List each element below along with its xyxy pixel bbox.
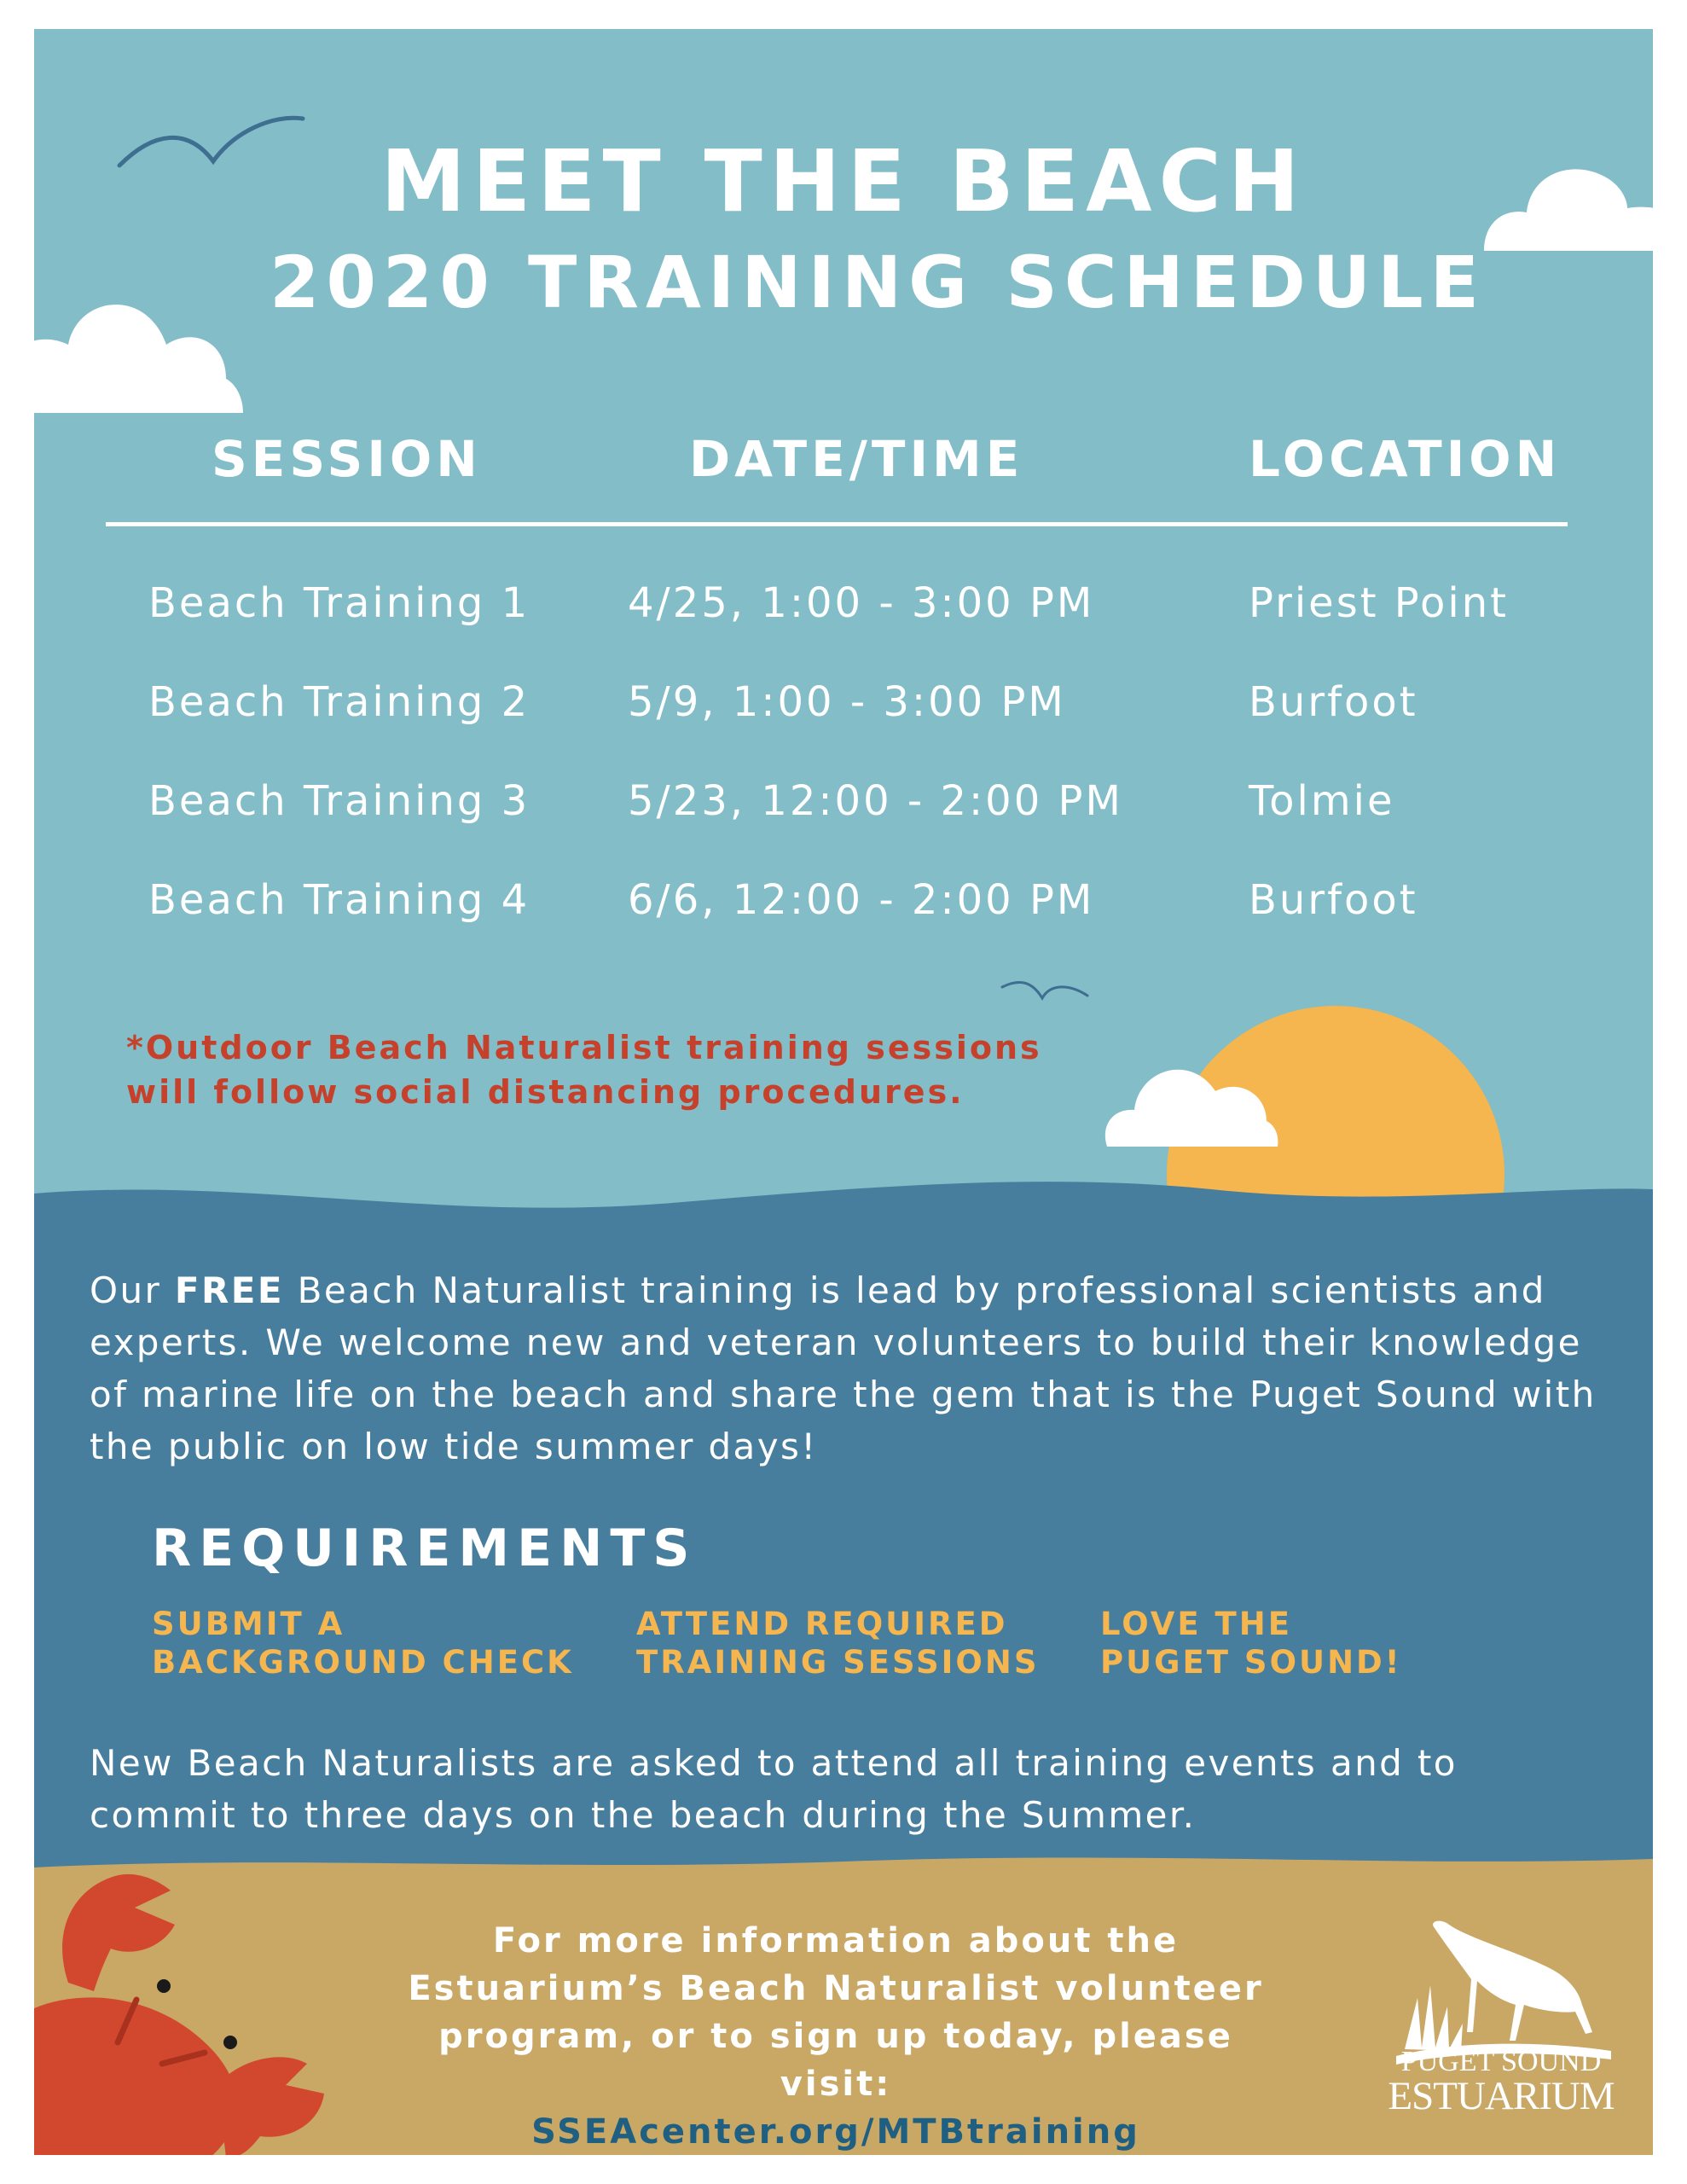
poster <box>34 29 1653 2155</box>
requirement-line: LOVE THE <box>1100 1606 1292 1642</box>
datetime-cell: 5/23, 12:00 - 2:00 PM <box>628 777 1123 825</box>
table-row <box>34 777 1653 845</box>
requirement-line: PUGET SOUND! <box>1100 1644 1402 1681</box>
column-header-datetime: DATE/TIME <box>689 430 1024 488</box>
program-description <box>90 1264 1616 1472</box>
requirement-item <box>636 1605 1114 1682</box>
table-row <box>34 579 1653 648</box>
notice-line: *Outdoor Beach Naturalist training sessions <box>126 1029 1042 1066</box>
cloud-icon <box>1100 1040 1279 1147</box>
datetime-cell: 5/9, 1:00 - 3:00 PM <box>628 678 1066 726</box>
more-info <box>392 1917 1279 2155</box>
seagull-icon <box>998 974 1092 1008</box>
session-cell: Beach Training 3 <box>148 777 530 825</box>
location-cell: Priest Point <box>1249 579 1509 627</box>
requirement-line: TRAINING SESSIONS <box>636 1644 1040 1681</box>
free-emphasis: FREE <box>174 1269 284 1311</box>
table-row <box>34 678 1653 746</box>
session-cell: Beach Training 1 <box>148 579 530 627</box>
page-title: MEET THE BEACH <box>380 131 1307 231</box>
datetime-cell: 6/6, 12:00 - 2:00 PM <box>628 876 1095 924</box>
session-cell: Beach Training 4 <box>148 876 530 924</box>
page-subtitle: 2020 TRAINING SCHEDULE <box>270 241 1486 324</box>
column-header-session: SESSION <box>212 430 482 488</box>
notice-line: will follow social distancing procedures. <box>126 1073 965 1111</box>
info-line: Estuarium’s Beach Naturalist volunteer <box>408 1969 1264 2008</box>
intro-prefix: Our <box>90 1269 175 1311</box>
requirement-line: ATTEND REQUIRED <box>636 1606 1008 1642</box>
signup-link[interactable]: SSEAcenter.org/MTBtraining <box>531 2112 1140 2152</box>
header-divider <box>106 522 1568 526</box>
requirement-line: BACKGROUND CHECK <box>152 1644 574 1681</box>
info-line: For more information about the <box>492 1921 1180 1960</box>
location-cell: Burfoot <box>1249 678 1418 726</box>
requirement-item <box>1100 1605 1578 1682</box>
intro-rest: Beach Naturalist training is lead by professional scientists and experts. We welcome new and veteran volunteers to build their knowledge of marine life on the beach and share the gem that is the Puget Sound with the public on low tide summer days! <box>90 1269 1597 1467</box>
commitment-text: New Beach Naturalists are asked to attend all training events and to commit to three days on the beach during the Summer. <box>90 1742 1458 1836</box>
social-distancing-notice <box>126 1025 1064 1114</box>
datetime-cell: 4/25, 1:00 - 3:00 PM <box>628 579 1095 627</box>
column-header-location: LOCATION <box>1249 430 1562 488</box>
info-line: program, or to sign up today, please visit: <box>438 2017 1233 2104</box>
table-row <box>34 876 1653 944</box>
requirement-item <box>152 1605 629 1682</box>
requirement-line: SUBMIT A <box>152 1606 345 1642</box>
location-cell: Tolmie <box>1249 777 1395 825</box>
logo-text-line: PUGET SOUND <box>1400 2046 1602 2077</box>
logo-text-line: ESTUARIUM <box>1388 2074 1615 2118</box>
crab-icon <box>34 1829 341 2155</box>
location-cell: Burfoot <box>1249 876 1418 924</box>
session-cell: Beach Training 2 <box>148 678 530 726</box>
requirements-heading: REQUIREMENTS <box>152 1519 698 1578</box>
